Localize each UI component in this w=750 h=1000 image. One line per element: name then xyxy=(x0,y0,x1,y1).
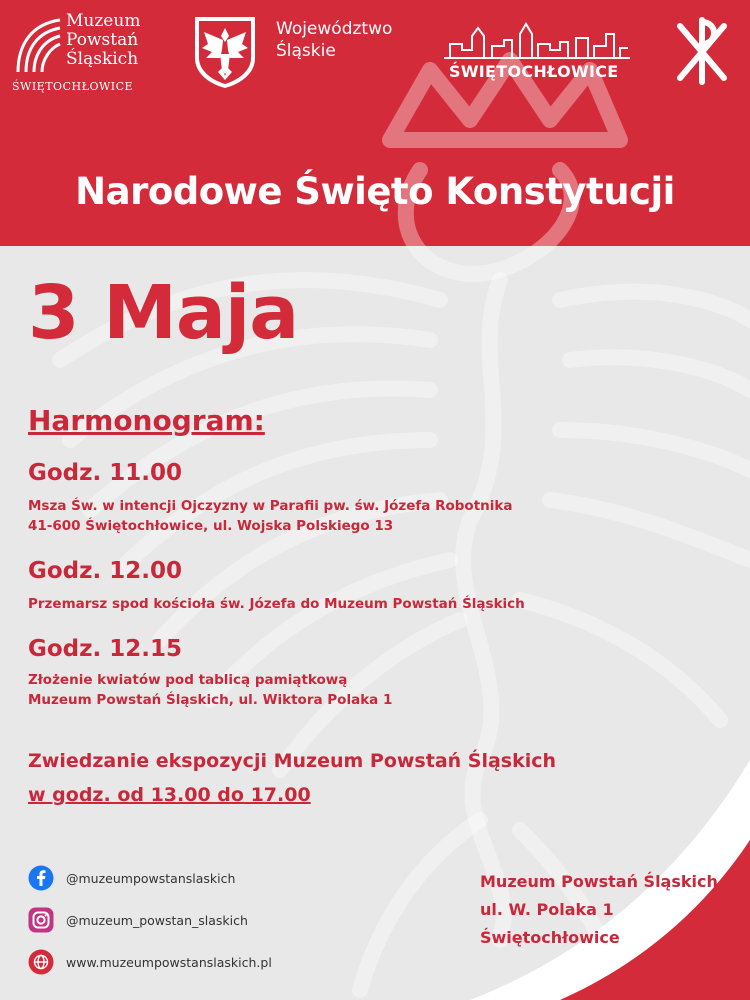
website-url: www.muzeumpowstanslaskich.pl xyxy=(66,954,272,970)
museum-logo-city: ŚWIĘTOCHŁOWICE xyxy=(12,80,134,93)
chi-rho-icon xyxy=(672,16,732,86)
facebook-icon xyxy=(28,865,54,891)
city-logo-name: ŚWIĘTOCHŁOWICE xyxy=(449,62,619,81)
voivodeship-logo-name: Województwo Śląskie xyxy=(276,19,393,61)
schedule-time: Godz. 11.00 xyxy=(28,460,183,486)
schedule-description: Msza Św. w intencji Ojczyzny w Parafii pw. św. Józefa Robotnika 41-600 Świętochłowice, ul. Wojska Polskiego 13 xyxy=(28,498,513,534)
instagram-handle: @muzeum_powstan_slaskich xyxy=(66,912,248,928)
schedule-time: Godz. 12.15 xyxy=(28,636,183,662)
globe-icon xyxy=(28,949,54,975)
schedule-time: Godz. 12.00 xyxy=(28,558,183,584)
silesian-eagle-crest-icon xyxy=(192,14,258,90)
schedule-description: Przemarsz spod kościoła św. Józefa do Muzeum Powstań Śląskich xyxy=(28,596,525,612)
event-title: Narodowe Święto Konstytucji xyxy=(75,170,675,213)
schedule-description: Złożenie kwiatów pod tablicą pamiątkową Muzeum Powstań Śląskich, ul. Wiktora Polaka 1 xyxy=(28,672,393,708)
exhibition-visit-text: Zwiedzanie ekspozycji Muzeum Powstań Śląskich xyxy=(28,750,557,772)
museum-arcs-icon xyxy=(12,14,64,74)
city-skyline-icon xyxy=(442,20,632,60)
instagram-link[interactable] xyxy=(28,906,248,934)
schedule-heading: Harmonogram: xyxy=(28,404,265,437)
website-link[interactable] xyxy=(28,948,272,976)
museum-address: Muzeum Powstań Śląskich ul. W. Polaka 1 Świętochłowice xyxy=(480,872,718,947)
facebook-link[interactable] xyxy=(28,864,235,892)
facebook-handle: @muzeumpowstanslaskich xyxy=(66,870,236,886)
exhibition-visit-hours: w godz. od 13.00 do 17.00 xyxy=(28,784,311,806)
event-date: 3 Maja xyxy=(28,270,299,356)
instagram-icon xyxy=(28,907,54,933)
museum-logo-name: Muzeum Powstań Śląskich xyxy=(66,11,141,69)
